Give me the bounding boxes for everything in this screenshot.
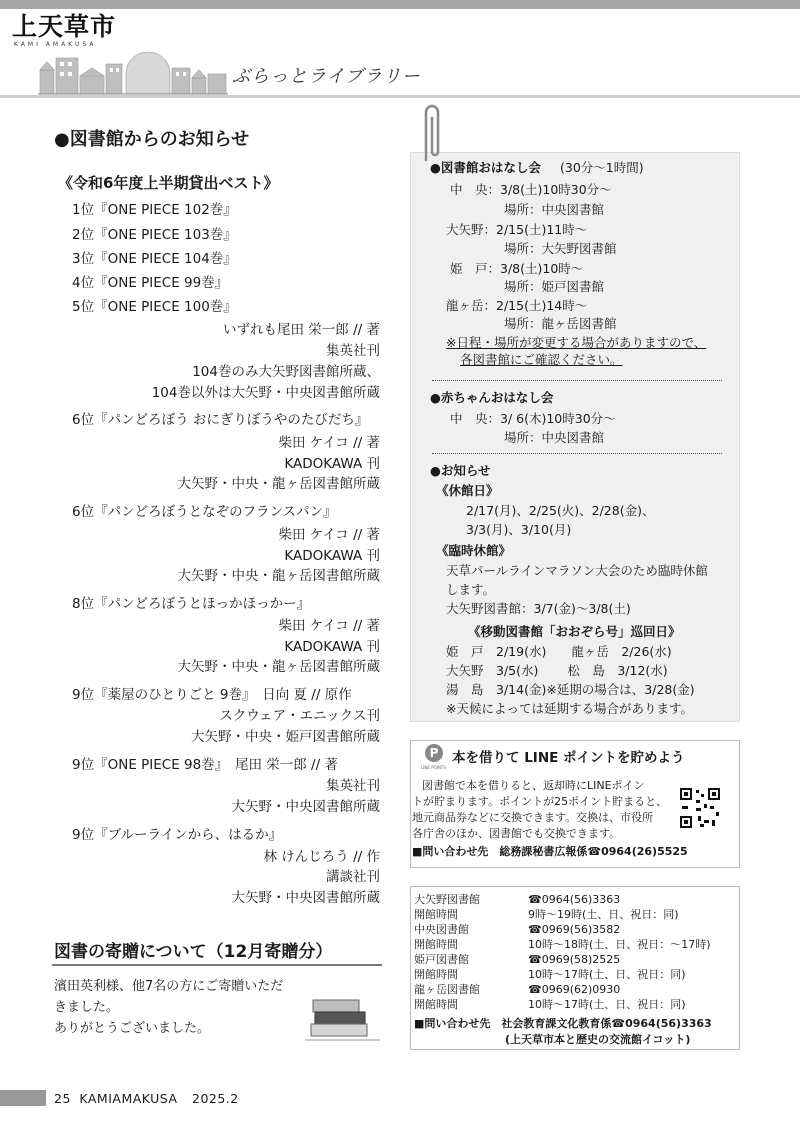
himedo-library-tel: ☎0969(58)2525 [528, 953, 621, 966]
donation-divider [52, 964, 382, 966]
storytime-note-2: 各図書館にご確認ください。 [460, 352, 623, 367]
storytime-oyano: 大矢野：2/15(土)11時〜 [446, 222, 588, 237]
hours-label: 開館時間 [414, 938, 458, 951]
rank-9b-location: 大矢野・中央図書館所蔵 [231, 799, 380, 815]
temp-closure-3: 大矢野図書館：3/7(金)〜3/8(土) [446, 601, 631, 616]
storytime-ryugatake: 龍ヶ岳：2/15(土)14時〜 [446, 298, 588, 313]
temp-closure-heading: 《臨時休館》 [436, 543, 512, 558]
city-logo: 上天草市 [12, 12, 117, 41]
baby-storytime-place: 場所：中央図書館 [504, 430, 605, 445]
rank-4: 4位『ONE PIECE 99巻』 [72, 275, 229, 291]
news-heading: ●お知らせ [430, 463, 491, 478]
best-loans-heading: 《令和6年度上半期貸出ベスト》 [58, 174, 279, 192]
rank-3: 3位『ONE PIECE 104巻』 [72, 251, 237, 267]
library-notice-heading: ●図書館からのお知らせ [54, 129, 250, 150]
donation-text-3: ありがとうございました。 [54, 1021, 211, 1036]
footer-bar [0, 1090, 46, 1106]
donation-heading: 図書の寄贈について（12月寄贈分） [54, 942, 333, 962]
rank-9c-author: 林 けんじろう // 作 [263, 849, 380, 865]
rank-8-publisher: KADOKAWA 刊 [284, 639, 380, 655]
rank-9c-location: 大矢野・中央図書館所蔵 [231, 890, 380, 906]
line-points-desc-1: 図書館で本を借りると、返却時にLINEポイン [422, 779, 645, 792]
rank-9a-publisher: スクウェア・エニックス刊 [219, 708, 380, 724]
donation-text-1: 濱田英利様、他7名の方にご寄贈いただ [54, 979, 284, 994]
rank-6b-publisher: KADOKAWA 刊 [284, 548, 380, 564]
oyano-library-tel: ☎0964(56)3363 [528, 893, 621, 906]
line-points-desc-3: 地元商品券などに交換できます。交換は、市役所 [412, 811, 654, 824]
rank-5-note-1: 104巻のみ大矢野図書館所蔵、 [192, 364, 380, 380]
line-points-contact: ■問い合わせ先 総務課秘書広報係☎0964(26)5525 [412, 845, 688, 858]
publication-name: KAMIAMAKUSA [79, 1091, 178, 1106]
line-points-title: 本を借りて LINE ポイントを貯めよう [452, 750, 685, 766]
qr-code-icon [678, 786, 722, 830]
storytime-heading: ●図書館おはなし会 [430, 160, 541, 175]
rank-9a: 9位『薬屋のひとりごと 9巻』 日向 夏 // 原作 [72, 687, 352, 703]
hours-label: 開館時間 [414, 998, 458, 1011]
storytime-himedo: 姫 戸：3/8(土)10時〜 [450, 261, 584, 276]
dotted-divider [432, 453, 722, 454]
chuo-library-hours: 10時〜18時(土、日、祝日：〜17時) [528, 938, 711, 951]
mobile-library-4: ※天候によっては延期する場合があります。 [446, 701, 693, 716]
closed-days-heading: 《休館日》 [436, 483, 499, 498]
issue-date: 2025.2 [192, 1091, 239, 1106]
book-stack-icon [305, 996, 380, 1044]
rank-6b-location: 大矢野・中央・龍ヶ岳図書館所蔵 [177, 568, 380, 584]
storytime-chuo-place: 場所：中央図書館 [504, 202, 605, 217]
page-number: 25 [54, 1091, 71, 1106]
rank-6b: 6位『パンどろぼうとなぞのフランスパン』 [72, 504, 337, 520]
oyano-library-hours: 9時〜19時(土、日、祝日：同) [528, 908, 679, 921]
mobile-library-heading: 《移動図書館「おおぞら号」巡回日》 [468, 624, 681, 639]
chuo-library-name: 中央図書館 [414, 923, 469, 936]
mobile-library-2: 大矢野 3/5(水) 松 島 3/12(水) [446, 663, 668, 678]
ryugatake-library-tel: ☎0969(62)0930 [528, 983, 621, 996]
rank-5-publisher: 集英社刊 [326, 343, 380, 359]
mobile-library-1: 姫 戸 2/19(水) 龍ヶ岳 2/26(水) [446, 644, 672, 659]
library-contact-2: (上天草市本と歴史の交流館イコット) [505, 1033, 691, 1046]
rank-5-author: いずれも尾田 栄一郎 // 著 [223, 322, 380, 338]
himedo-library-name: 姫戸図書館 [414, 953, 469, 966]
baby-storytime-chuo: 中 央：3/ 6(木)10時30分〜 [450, 411, 616, 426]
hours-label: 開館時間 [414, 908, 458, 921]
rank-8-location: 大矢野・中央・龍ヶ岳図書館所蔵 [177, 659, 380, 675]
footer-text [54, 1091, 239, 1106]
rank-6b-author: 柴田 ケイコ // 著 [278, 527, 380, 543]
mobile-library-3: 湯 島 3/14(金)※延期の場合は、3/28(金) [446, 682, 695, 697]
city-logo-romaji: KAMI AMAKUSA [14, 41, 97, 48]
library-contact: ■問い合わせ先 社会教育課文化教育係☎0964(56)3363 [414, 1017, 712, 1030]
himedo-library-hours: 10時〜17時(土、日、祝日：同) [528, 968, 686, 981]
line-points-icon: P [425, 744, 443, 762]
rank-1: 1位『ONE PIECE 102巻』 [72, 202, 237, 218]
hours-label: 開館時間 [414, 968, 458, 981]
rank-5-note-2: 104巻以外は大矢野・中央図書館所蔵 [151, 385, 380, 401]
dotted-divider [432, 380, 722, 381]
oyano-library-name: 大矢野図書館 [414, 893, 480, 906]
rank-9c: 9位『ブルーラインから、はるか』 [72, 827, 283, 843]
line-points-icon-caption: LINE POINTS [421, 765, 446, 770]
donation-text-2: きました。 [54, 1000, 120, 1015]
temp-closure-1: 天草パールラインマラソン大会のため臨時休館 [446, 563, 708, 578]
storytime-chuo: 中 央：3/8(土)10時30分〜 [450, 182, 612, 197]
rank-6a-publisher: KADOKAWA 刊 [284, 456, 380, 472]
line-points-desc-2: トが貯まります。ポイントが25ポイント貯まると、 [412, 795, 668, 808]
chuo-library-tel: ☎0969(56)3582 [528, 923, 621, 936]
closed-days-2: 3/3(月)、3/10(月) [466, 522, 572, 537]
rank-9a-location: 大矢野・中央・姫戸図書館所蔵 [191, 729, 380, 745]
top-bar [0, 0, 800, 9]
rank-5: 5位『ONE PIECE 100巻』 [72, 299, 237, 315]
storytime-ryugatake-place: 場所：龍ヶ岳図書館 [504, 316, 617, 331]
rank-2: 2位『ONE PIECE 103巻』 [72, 227, 237, 243]
ryugatake-library-hours: 10時〜17時(土、日、祝日：同) [528, 998, 686, 1011]
temp-closure-2: します。 [446, 582, 496, 597]
storytime-duration: (30分〜1時間) [560, 160, 644, 175]
paperclip-icon [418, 98, 446, 168]
header-divider [0, 95, 800, 98]
town-skyline-illustration [38, 50, 228, 96]
rank-8-author: 柴田 ケイコ // 著 [278, 618, 380, 634]
baby-storytime-heading: ●赤ちゃんおはなし会 [430, 390, 554, 405]
ryugatake-library-name: 龍ヶ岳図書館 [414, 983, 480, 996]
storytime-himedo-place: 場所：姫戸図書館 [504, 279, 605, 294]
rank-6a-author: 柴田 ケイコ // 著 [278, 435, 380, 451]
storytime-note-1: ※日程・場所が変更する場合がありますので、 [446, 335, 707, 350]
rank-9b-publisher: 集英社刊 [326, 778, 380, 794]
section-title: ぶらっとライブラリー [232, 66, 421, 87]
rank-8: 8位『パンどろぼうとほっかほっかー』 [72, 596, 311, 612]
line-points-desc-4: 各庁舎のほか、図書館でも交換できます。 [412, 827, 621, 840]
rank-9b: 9位『ONE PIECE 98巻』 尾田 栄一郎 // 著 [72, 757, 338, 773]
storytime-oyano-place: 場所：大矢野図書館 [504, 241, 617, 256]
rank-6a-location: 大矢野・中央・龍ヶ岳図書館所蔵 [177, 476, 380, 492]
rank-6a: 6位『パンどろぼう おにぎりぼうやのたびだち』 [72, 412, 369, 428]
closed-days-1: 2/17(月)、2/25(火)、2/28(金)、 [466, 503, 655, 518]
rank-9c-publisher: 講談社刊 [326, 869, 380, 885]
